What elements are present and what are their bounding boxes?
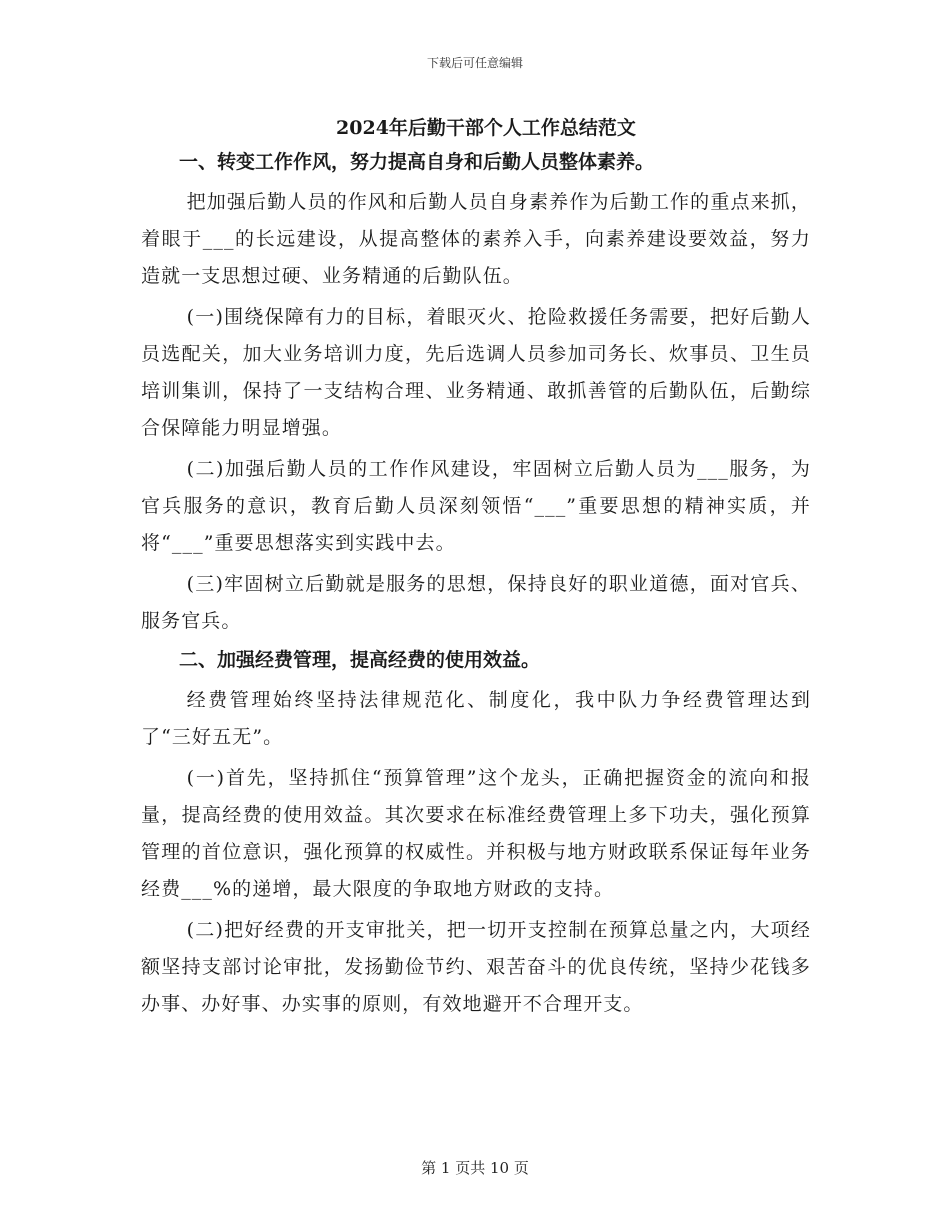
paragraph: (三)牢固树立后勤就是服务的思想，保持良好的职业道德，面对官兵、服务官兵。 (141, 573, 811, 632)
section-heading-1: 一、转变工作作风，努力提高自身和后勤人员整体素养。 (179, 151, 655, 173)
paragraph: (二)把好经费的开支审批关，把一切开支控制在预算总量之内，大项经额坚持支部讨论审批，发扬勤俭节约、艰苦奋斗的优良传统，坚持少花钱多办事、办好事、办实事的原则，有效地避开不合理开支。 (141, 919, 811, 1015)
section-heading-2: 二、加强经费管理，提高经费的使用效益。 (179, 649, 541, 671)
document-title: 2024年后勤干部个人工作总结范文 (336, 117, 636, 139)
paragraph: (一)围绕保障有力的目标，着眼灭火、抢险救援任务需要，把好后勤人员选配关，加大业务培训力度，先后选调人员参加司务长、炊事员、卫生员培训集训，保持了一支结构合理、业务精通、敢抓善管的后勤队伍，后勤综合保障能力明显增强。 (141, 306, 811, 439)
paragraph: (一)首先，坚持抓住“预算管理”这个龙头，正确把握资金的流向和报量，提高经费的使用效益。其次要求在标准经费管理上多下功夫，强化预算管理的首位意识，强化预算的权威性。并积极与地方财政联系保证每年业务经费___%的递增，最大限度的争取地方财政的支持。 (141, 767, 811, 900)
paragraph: 经费管理始终坚持法律规范化、制度化，我中队力争经费管理达到了“三好五无”。 (141, 689, 811, 748)
document-body (141, 112, 811, 1027)
page-footer: 第 1 页共 10 页 (421, 1159, 529, 1177)
header-note: 下载后可任意编辑 (426, 56, 523, 70)
paragraph: 把加强后勤人员的作风和后勤人员自身素养作为后勤工作的重点来抓，着眼于___的长远建设，从提高整体的素养入手，向素养建设要效益，努力造就一支思想过硬、业务精通的后勤队伍。 (141, 191, 811, 287)
paragraph: (二)加强后勤人员的工作作风建设，牢固树立后勤人员为___服务，为官兵服务的意识，教育后勤人员深刻领悟“___”重要思想的精神实质，并将“___”重要思想落实到实践中去。 (141, 458, 811, 554)
